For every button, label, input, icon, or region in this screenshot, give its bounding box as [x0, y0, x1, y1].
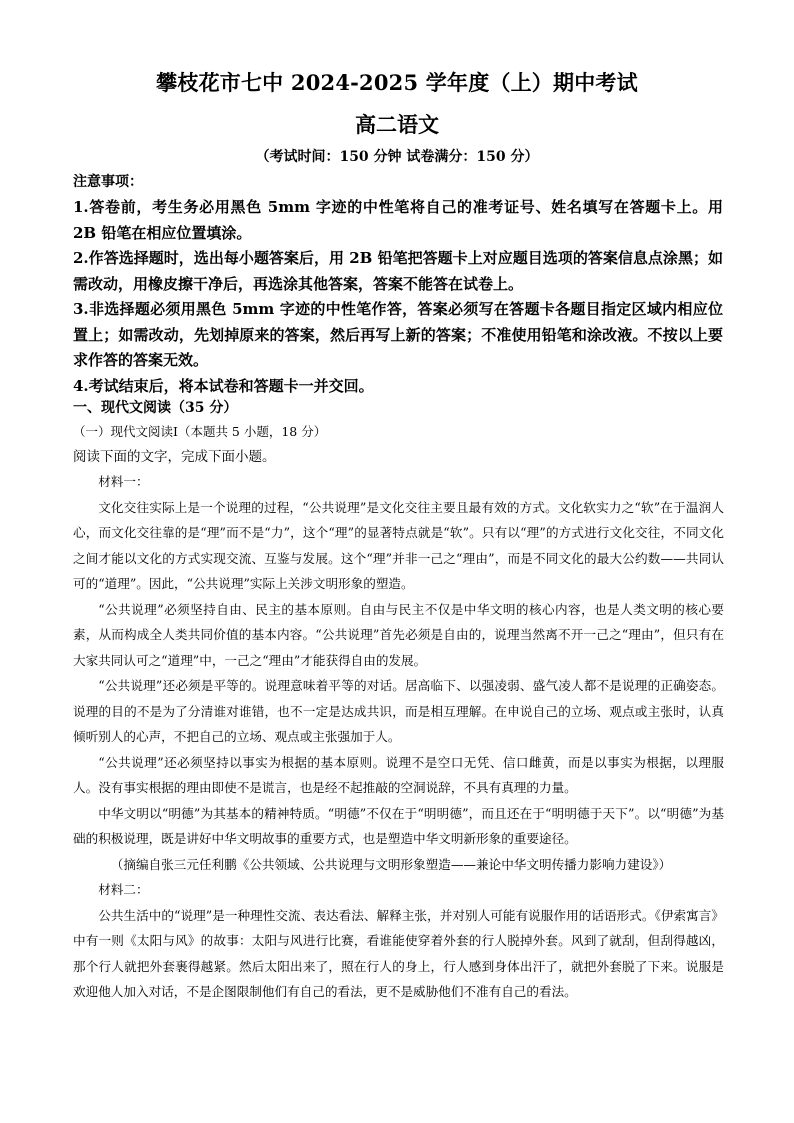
passage-source: （摘编自张三元任利鹏《公共领域、公共说理与文明形象塑造——兼论中华文明传播力影响力建设》） [110, 856, 672, 872]
section-heading: 一、现代文阅读（35 分） [73, 400, 238, 416]
subsection-heading: （一）现代文阅读Ⅰ（本题共 5 小题，18 分） [73, 424, 327, 439]
passage-paragraph: 文化交往实际上是一个说理的过程，“公共说理”是文化交往主要且最有效的方式。文化软实力之“软”在于温润人心，而文化交往靠的是“理”而不是“力”，这个“理”的显著特点就是“软”。只有以“理”的方式进行文化交往，不同文化之间才能以文化的方式实现交流、互鉴与发展。这个“理”并非一己之“理由”，而是不同文化的最大公约数——共同认可的“道理”。因此，“公共说理”实际上关涉文明形象的塑造。 [73, 499, 724, 591]
passage-paragraph: 公共生活中的“说理”是一种理性交流、表达看法、解释主张，并对别人可能有说服作用的话语形式。《伊索寓言》中有一则《太阳与风》的故事：太阳与风进行比赛，看谁能使穿着外套的行人脱掉外套。风到了就刮，但刮得越凶，那个行人就把外套裹得越紧。然后太阳出来了，照在行人的身上，行人感到身体出汗了，就把外套脱了下来。说服是欢迎他人加入对话，不是企图限制他们有自己的看法，更不是威胁他们不准有自己的看法。 [73, 907, 724, 999]
exam-time-info: （考试时间：150 分钟 试卷满分：150 分） [255, 149, 539, 165]
notice-item: 3.非选择题必须用黑色 5mm 字迹的中性笔作答，答案必须写在答题卡各题目指定区域内相应位置上；如需改动，先划掉原来的答案，然后再写上新的答案；不准使用铅笔和涂改液。不按以上要求作答的答案无效。 [73, 300, 723, 369]
exam-subject: 高二语文 [355, 112, 439, 137]
notice-item: 4.考试结束后，将本试卷和答题卡一并交回。 [73, 376, 374, 395]
notice-item: 2.作答选择题时，选出每小题答案后，用 2B 铅笔把答题卡上对应题目选项的答案信息点涂黑；如需改动，用橡皮擦干净后，再选涂其他答案，答案不能答在试卷上。 [73, 249, 723, 293]
passage-paragraph: 中华文明以“明德”为其基本的精神特质。“明德”不仅在于“明明德”，而且还在于“明明德于天下”。以“明德”为基础的积极说理，既是讲好中华文明故事的重要方式，也是塑造中华文明新形象的重要途径。 [73, 805, 724, 846]
passage-paragraph: “公共说理”还必须坚持以事实为根据的基本原则。说理不是空口无凭、信口雌黄，而是以事实为根据，以理服人。没有事实根据的理由即使不是谎言，也是经不起推敲的空洞说辞，不具有真理的力量。 [73, 754, 724, 795]
reading-passage [73, 469, 724, 1005]
exam-title: 攀枝花市七中 2024-2025 学年度（上）期中考试 [156, 70, 638, 95]
material-label: 材料一： [98, 474, 149, 489]
notices-block [73, 171, 723, 399]
reading-instruction: 阅读下面的文字，完成下面小题。 [73, 449, 276, 465]
notices-heading: 注意事项： [73, 174, 143, 190]
passage-paragraph: “公共说理”还必须是平等的。说理意味着平等的对话。居高临下、以强凌弱、盛气凌人都不是说理的正确姿态。说理的目的不是为了分清谁对谁错，也不一定是达成共识，而是相互理解。在申说自己的立场、观点或主张时，认真倾听别人的心声，不把自己的立场、观点或主张强加于人。 [73, 678, 724, 744]
material-label: 材料二： [98, 882, 149, 897]
notice-item: 1.答卷前，考生务必用黑色 5mm 字迹的中性笔将自己的准考证号、姓名填写在答题卡上。用 2B 铅笔在相应位置填涂。 [73, 198, 723, 242]
passage-paragraph: “公共说理”必须坚持自由、民主的基本原则。自由与民主不仅是中华文明的核心内容，也是人类文明的核心要素，从而构成全人类共同价值的基本内容。“公共说理”首先必须是自由的，说理当然离不开一己之“理由”，但只有在大家共同认可之“道理”中，一己之“理由”才能获得自由的发展。 [73, 601, 724, 668]
